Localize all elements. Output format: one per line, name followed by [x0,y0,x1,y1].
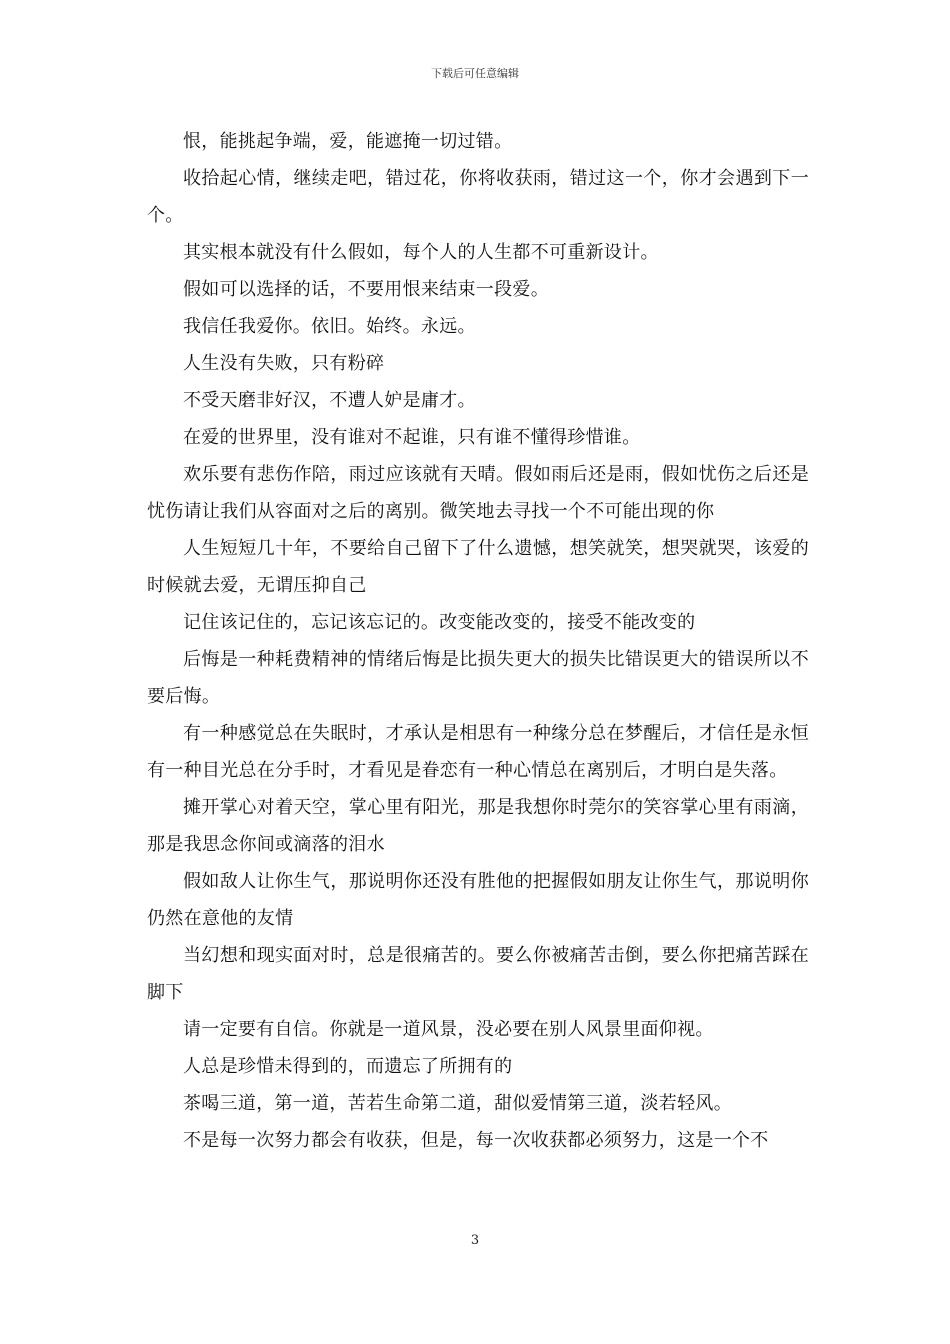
paragraph: 欢乐要有悲伤作陪，雨过应该就有天晴。假如雨后还是雨，假如忧伤之后还是忧伤请让我们从容面对之后的离别。微笑地去寻找一个不可能出现的你 [147,464,809,522]
page-header: 下载后可任意编辑 [431,67,519,80]
paragraph: 茶喝三道，第一道，苦若生命第二道，甜似爱情第三道，淡若轻风。 [183,1093,732,1114]
paragraph: 有一种感觉总在失眠时，才承认是相思有一种缘分总在梦醒后，才信任是永恒有一种目光总在分手时，才看见是眷恋有一种心情总在离别后，才明白是失落。 [147,723,809,781]
paragraph: 记住该记住的，忘记该忘记的。改变能改变的，接受不能改变的 [183,612,696,633]
paragraph: 不是每一次努力都会有收获，但是，每一次收获都必须努力，这是一个不 [183,1130,769,1151]
page-number: 3 [470,1233,480,1248]
paragraph: 不受天磨非好汉，不遭人妒是庸才。 [183,390,476,411]
paragraph: 在爱的世界里，没有谁对不起谁，只有谁不懂得珍惜谁。 [183,427,641,448]
paragraph: 请一定要有自信。你就是一道风景，没必要在别人风景里面仰视。 [183,1019,714,1040]
paragraph: 收拾起心情，继续走吧，错过花，你将收获雨，错过这一个，你才会遇到下一个。 [147,168,809,226]
paragraph: 假如敌人让你生气，那说明你还没有胜他的把握假如朋友让你生气，那说明你仍然在意他的友情 [147,871,809,929]
paragraph: 当幻想和现实面对时，总是很痛苦的。要么你被痛苦击倒，要么你把痛苦踩在脚下 [147,945,809,1003]
paragraph: 假如可以选择的话，不要用恨来结束一段爱。 [183,279,549,300]
paragraph: 人总是珍惜未得到的，而遗忘了所拥有的 [183,1056,513,1077]
paragraph: 恨，能挑起争端，爱，能遮掩一切过错。 [183,131,513,152]
paragraph: 人生短短几十年，不要给自己留下了什么遗憾，想笑就笑，想哭就哭，该爱的时候就去爱，无谓压抑自己 [147,538,809,596]
paragraph: 后悔是一种耗费精神的情绪后悔是比损失更大的损失比错误更大的错误所以不要后悔。 [147,649,809,707]
document-body [147,123,809,1159]
paragraph: 摊开掌心对着天空，掌心里有阳光，那是我想你时莞尔的笑容掌心里有雨滴，那是我思念你间或滴落的泪水 [147,797,809,855]
paragraph: 人生没有失败，只有粉碎 [183,353,385,374]
paragraph: 我信任我爱你。依旧。始终。永远。 [183,316,476,337]
paragraph: 其实根本就没有什么假如，每个人的人生都不可重新设计。 [183,242,659,263]
